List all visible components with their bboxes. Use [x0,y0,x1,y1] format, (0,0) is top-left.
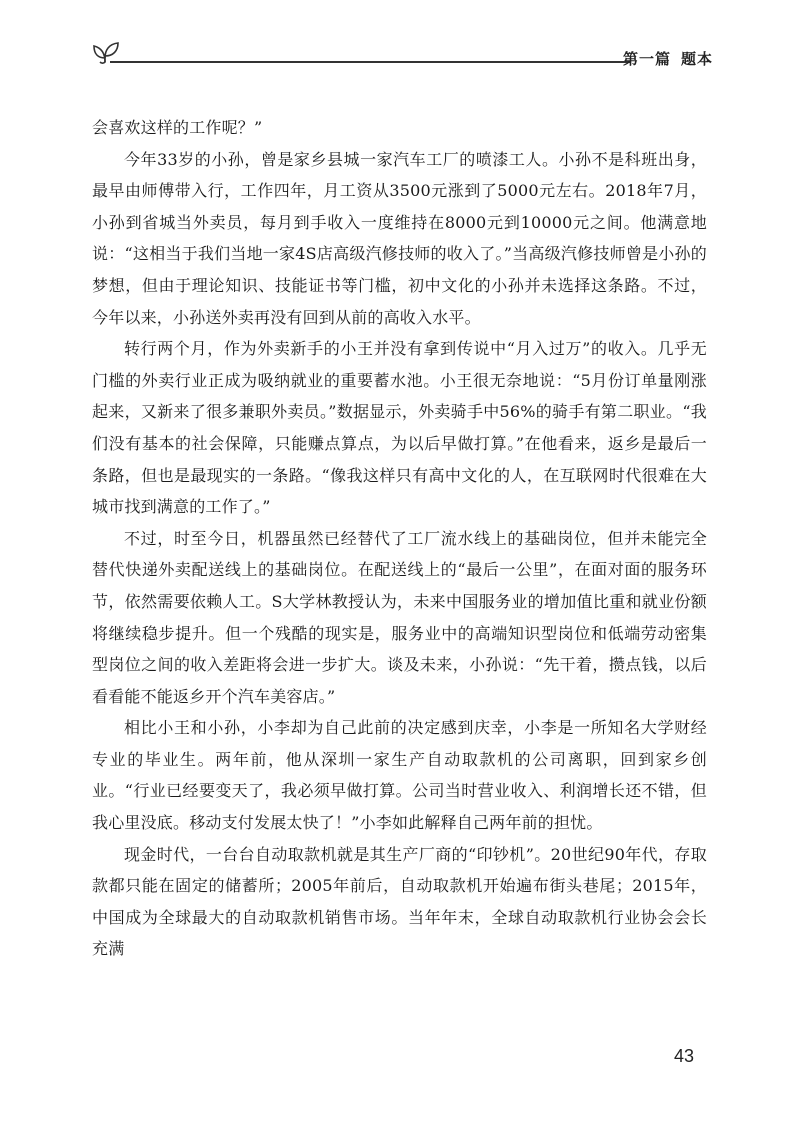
header-part: 第一篇 [622,50,671,68]
running-header [88,36,713,72]
paragraph-automation: 不过，时至今日，机器虽然已经替代了工厂流水线上的基础岗位，但并未能完全替代快递外卖配送线上的基础岗位。在配送线上的“最后一公里”，在面对面的服务环节，依然需要依赖人工。S大学林教授认为，未来中国服务业的增加值比重和就业份额将继续稳步提升。但一个残酷的现实是，服务业中的高端知识型岗位和低端劳动密集型岗位之间的收入差距将会进一步扩大。谈及未来，小孙说：“先干着，攒点钱，以后看看能不能返乡开个汽车美容店。” [92,528,707,706]
header-title [623,48,713,69]
body-text [92,112,707,965]
paragraph-atm-history: 现金时代，一台台自动取款机就是其生产厂商的“印钞机”。20世纪90年代，存取款都只能在固定的储蓄所；2005年前后，自动取款机开始遍布街头巷尾；2015年，中国成为全球最大的自动取款机销售市场。当年年末，全球自动取款机行业协会会长充满 [92,844,707,959]
page-number: 43 [674,1046,695,1066]
paragraph-xiaosun: 今年33岁的小孙，曾是家乡县城一家汽车工厂的喷漆工人。小孙不是科班出身，最早由师傅带入行，工作四年，月工资从3500元涨到了5000元左右。2018年7月，小孙到省城当外卖员，每月到手收入一度维持在8000元到10000元之间。他满意地说：“这相当于我们当地一家4S店高级汽修技师的收入了。”当高级汽修技师曾是小孙的梦想，但由于理论知识、技能证书等门槛，初中文化的小孙并未选择这条路。不过，今年以来，小孙送外卖再没有回到从前的高收入水平。 [92,149,707,327]
header-section: 题本 [680,50,713,68]
sprout-icon [88,36,122,70]
paragraph-xiaoli: 相比小王和小孙，小李却为自己此前的决定感到庆幸，小李是一所知名大学财经专业的毕业生。两年前，他从深圳一家生产自动取款机的公司离职，回到家乡创业。“行业已经要变天了，我必须早做打算。公司当时营业收入、利润增长还不错，但我心里没底。移动支付发展太快了！”小李如此解释自己两年前的担忧。 [92,718,707,833]
paragraph-continuation: 会喜欢这样的工作呢？” [92,118,263,137]
header-rule [110,61,630,63]
paragraph-xiaowang: 转行两个月，作为外卖新手的小王并没有拿到传说中“月入过万”的收入。几乎无门槛的外卖行业正成为吸纳就业的重要蓄水池。小王很无奈地说：“5月份订单量刚涨起来，又新来了很多兼职外卖员。”数据显示，外卖骑手中56%的骑手有第二职业。“我们没有基本的社会保障，只能赚点算点，为以后早做打算。”在他看来，返乡是最后一条路，但也是最现实的一条路。“像我这样只有高中文化的人，在互联网时代很难在大城市找到满意的工作了。” [92,339,707,517]
